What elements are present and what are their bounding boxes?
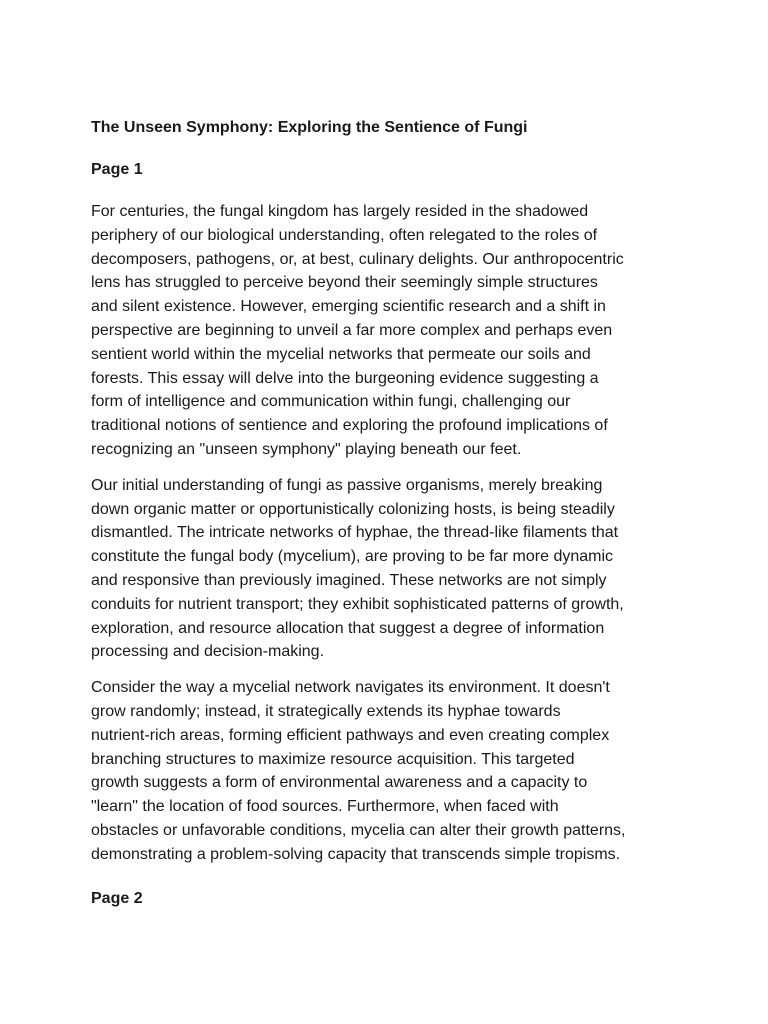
paragraph-line: perspective are beginning to unveil a far more complex and perhaps even bbox=[91, 321, 613, 339]
paragraph-line: processing and decision-making. bbox=[91, 643, 325, 661]
paragraph-line: obstacles or unfavorable conditions, mycelia can alter their growth patterns, bbox=[91, 821, 626, 839]
paragraph-line: conduits for nutrient transport; they exhibit sophisticated patterns of growth, bbox=[91, 595, 624, 613]
paragraph-line: branching structures to maximize resource acquisition. This targeted bbox=[91, 750, 575, 768]
paragraph-line: growth suggests a form of environmental awareness and a capacity to bbox=[91, 774, 588, 792]
paragraph-line: down organic matter or opportunistically colonizing hosts, is being steadily bbox=[91, 500, 615, 518]
paragraph-line: and responsive than previously imagined. These networks are not simply bbox=[91, 571, 607, 589]
page-2-label: Page 2 bbox=[91, 889, 143, 907]
paragraph-2 bbox=[91, 474, 691, 664]
paragraph-line: and silent existence. However, emerging scientific research and a shift in bbox=[91, 298, 606, 316]
paragraph-line: sentient world within the mycelial networks that permeate our soils and bbox=[91, 345, 591, 363]
paragraph-line: constitute the fungal body (mycelium), are proving to be far more dynamic bbox=[91, 548, 614, 566]
paragraph-line: form of intelligence and communication within fungi, challenging our bbox=[91, 393, 571, 411]
paragraph-line: forests. This essay will delve into the burgeoning evidence suggesting a bbox=[91, 369, 599, 387]
paragraph-line: grow randomly; instead, it strategically extends its hyphae towards bbox=[91, 702, 561, 720]
paragraph-line: nutrient-rich areas, forming efficient pathways and even creating complex bbox=[91, 726, 610, 744]
paragraph-line: recognizing an "unseen symphony" playing beneath our feet. bbox=[91, 440, 522, 458]
paragraph-line: "learn" the location of food sources. Furthermore, when faced with bbox=[91, 798, 559, 816]
page-1-label: Page 1 bbox=[91, 161, 143, 178]
paragraph-line: traditional notions of sentience and exploring the profound implications of bbox=[91, 417, 608, 435]
paragraph-line: lens has struggled to perceive beyond their seemingly simple structures bbox=[91, 274, 598, 292]
document-page bbox=[91, 116, 691, 929]
paragraph-line: Our initial understanding of fungi as passive organisms, merely breaking bbox=[91, 476, 603, 494]
paragraph-line: demonstrating a problem-solving capacity that transcends simple tropisms. bbox=[91, 845, 621, 863]
paragraph-1 bbox=[91, 200, 691, 462]
paragraph-line: For centuries, the fungal kingdom has largely resided in the shadowed bbox=[91, 203, 589, 220]
paragraph-line: decomposers, pathogens, or, at best, culinary delights. Our anthropocentric bbox=[91, 250, 624, 268]
paragraph-line: periphery of our biological understanding, often relegated to the roles of bbox=[91, 226, 598, 244]
paragraph-3 bbox=[91, 676, 691, 866]
paragraph-line: exploration, and resource allocation that suggest a degree of information bbox=[91, 619, 605, 637]
paragraph-line: dismantled. The intricate networks of hyphae, the thread-like filaments that bbox=[91, 524, 619, 542]
paragraph-line: Consider the way a mycelial network navigates its environment. It doesn't bbox=[91, 679, 610, 697]
document-title: The Unseen Symphony: Exploring the Sentience of Fungi bbox=[91, 119, 528, 136]
